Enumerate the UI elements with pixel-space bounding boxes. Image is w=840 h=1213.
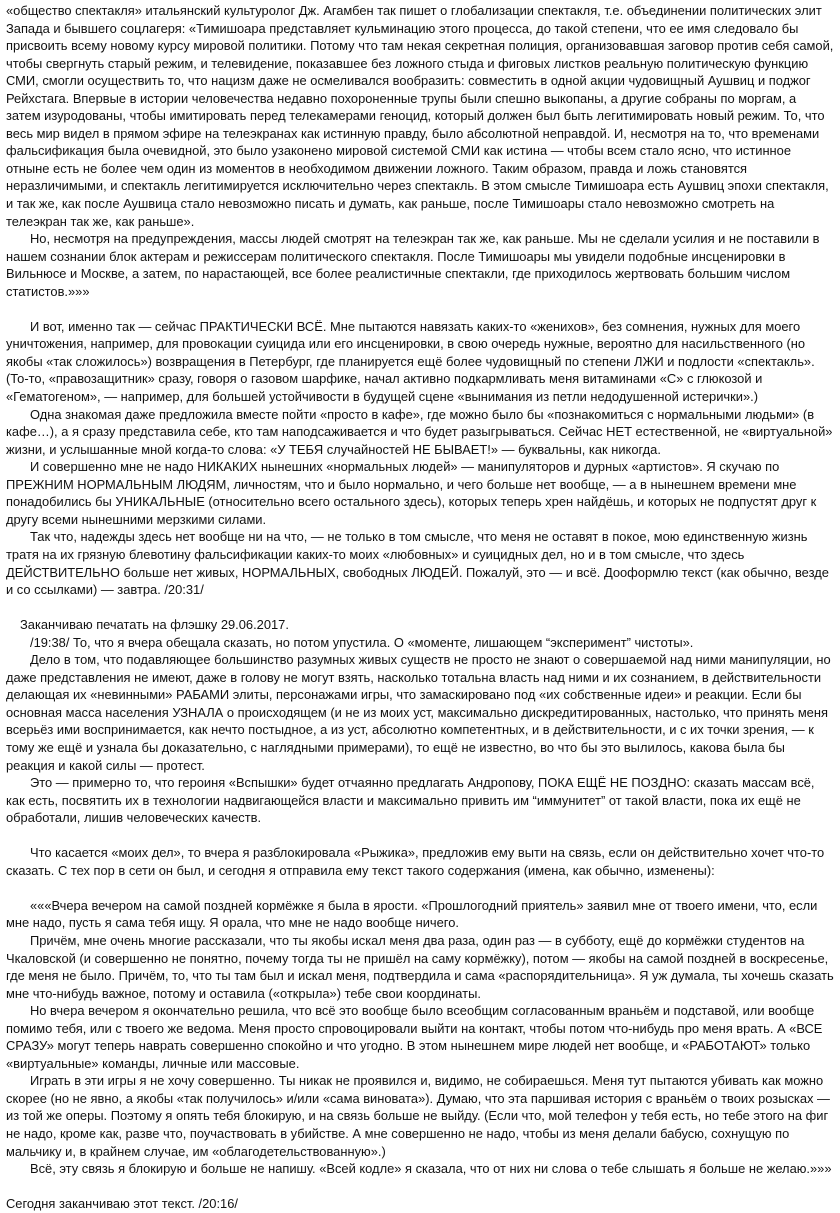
paragraph-gap <box>6 1178 834 1196</box>
paragraph-warnings: Но, несмотря на предупреждения, массы людей смотрят на телеэкран так же, как раньше. Мы не сделали усилия и не поставили в нашем сознании блок актерам и режиссерам политического спектакля. После Тимишоары мы увидели подобные инсценировки в Вильнюсе и Москве, а затем, по нарастающей, все более реалистичные спектакли, где приходилось жертвовать большим числом статистов.»»» <box>6 231 820 299</box>
paragraph-normal-people: И совершенно мне не надо НИКАКИХ нынешних «нормальных людей» — манипуляторов и дурных «артистов». Я скучаю по ПРЕЖНИМ НОРМАЛЬНЫМ ЛЮДЯМ, личностям, что и было нормально, и чего больше нет вообще, — а в нынешнем времени мне понадобились бы УНИКАЛЬНЫЕ (относительно всего остального здесь), которых теперь хрен найдёшь, и которых не подпустят друг к другу всеми нынешними мерзкими силами. <box>6 459 817 527</box>
paragraph-letter-decided: Но вчера вечером я окончательно решила, что всё это вообще было всеобщим согласованным враньём и подставой, или вообще помимо тебя, или с твоего же ведома. Меня просто спровоцировали выйти на контакт, чтобы потом что-нибудь про меня врать. А «ВСЕ СРАЗУ» могут теперь наврать совершенно спокойно и что угодно. В этом нынешнем мире людей нет вообще, и «РАБОТАЮТ» только «виртуальные» команды, личные или массовые. <box>6 1003 823 1071</box>
paragraph-my-affairs: Что касается «моих дел», то вчера я разблокировала «Рыжика», предложив ему выти на связь, если он действительно хочет что-то сказать. С тех пор в сети он был, и сегодня я отправила ему текст такого содержания (имена, как обычно, изменены): <box>6 845 825 878</box>
paragraph-no-hope: Так что, надежды здесь нет вообще ни на что, — не только в том смысле, что меня не оставят в покое, мою единственную жизнь тратя на их грязную блевотину фальсификации каких-то моих «любовных» и суицидных дел, но и в том смысле, что здесь ДЕЙСТВИТЕЛЬНО больше нет живых, НОРМАЛЬНЫХ, свободных ЛЮДЕЙ. Пожалуй, это — и всё. Дооформлю текст (как обычно, везде и со ссылками) — завтра. /20:31/ <box>6 529 829 598</box>
paragraph-flash-heroine: Это — примерно то, что героиня «Вспышки» будет отчаянно предлагать Андропову, ПОКА ЕЩЁ НЕ ПОЗДНО: сказать массам всё, как есть, посвятить их в технологии надвигающейся власти и максимально привить им “иммунитет” от такой власти, пока их ещё не обработали, лишив человеческих качеств. <box>6 775 815 826</box>
paragraph-letter-searched: Причём, мне очень многие рассказали, что ты якобы искал меня два раза, один раз — в субботу, ещё до кормёжки студентов на Чкаловской (и совершенно не понятно, почему тогда ты не пришёл на саму кормёжку), потом — якобы на самой поздней в воскресенье, где меня не было. Причём, то, что ты там был и искал меня, подтвердила и сама «распорядительница». Я уж думала, ты хочешь сказать мне что-нибудь важное, потому и оставила («открыла») тебе свои координаты. <box>6 932 834 1001</box>
paragraph-flash-drive: Заканчиваю печатать на флэшку 29.06.2017. <box>20 617 289 633</box>
paragraph-gap <box>6 827 834 845</box>
paragraph-gap <box>6 879 834 897</box>
paragraph-finish: Сегодня заканчиваю этот текст. /20:16/ <box>6 1196 238 1212</box>
paragraph-manipulation: Дело в том, что подавляющее большинство разумных живых существ не просто не знают о совершаемой над ними манипуляции, но даже представления не имеют, даже в голову не могут взять, насколько тотальна власть над ними и их сознанием, в действительности делающая их «невинными» РАБАМИ элиты, персонажами игры, что замаскировано под «их собственные идеи» и реакции. Если бы основная масса населения УЗНАЛА о происходящем (и не из моих уст, максимально дискредитированных, настолько, что принять меня всерьёз ими воспринимается, как нечто постыдное, а из уст, абсолютно компетентных, и в действительности, и с их точки зрения, — к тому же ещё и узнала бы доказательно, с наглядными примерами), то ещё не известно, во что бы это вылилось, какова была бы реакция и какой силы — протест. <box>6 652 831 773</box>
paragraph-letter-games: Играть в эти игры я не хочу совершенно. Ты никак не проявился и, видимо, не собираешься. Меня тут пытаются убивать как можно скорее (но не явно, а якобы «так получилось» и/или «сама виновата»). Думаю, что эта паршивая история с враньём о твоих розысках — из той же оперы. Поэтому я опять тебя блокирую, и на связь больше не выйду. (Если что, мой телефон у тебя есть, но тебе этого на фиг не надо, кроме как, разве что, поучаствовать в убийстве. А мне совершенно не надо, чтобы из меня делали бабусю, сохнущую по мальчику и, в крайнем случае, им «облагодетельствованную».) <box>6 1073 830 1159</box>
paragraph-practically-everything: И вот, именно так — сейчас ПРАКТИЧЕСКИ ВСЁ. Мне пытаются навязать каких-то «женихов», без сомнения, нужных для моего уничтожения, например, для провокации суицида или его инсценировки, в свою очередь нужные, вероятно для насильственного (но якобы «так сложилось») возвращения в Петербург, где планируется ещё более чудовищный по степени ЛЖИ и подлости «спектакль». (То-то, «правозащитник» сразу, говоря о газовом шарфике, начал активно подкармливать меня витаминами «С» с глюкозой и «Гематогеном», — например, для большей устойчивости в будущей сцене «вынимания из петли недодушенной истерички».) <box>6 318 815 405</box>
paragraph-letter-block: Всё, эту связь я блокирую и больше не напишу. «Всей кодле» я сказала, что от них ни слова о тебе слышать я больше не желаю.»»» <box>30 1161 832 1177</box>
paragraph-promised: /19:38/ То, что я вчера обещала сказать, но потом упустила. О «моменте, лишающем “эксперимент” чистоты». <box>30 634 694 650</box>
paragraph-cafe: Одна знакомая даже предложила вместе пойти «просто в кафе», где можно было бы «познакомиться с нормальными людьми» (в кафе…), а я сразу представила себе, кто там наподсаживается и что будет разыгрываться. Сейчас НЕТ естественной, не «виртуальной» жизни, и услышанные мной когда-то слова: «У ТЕБЯ случайностей НЕ БЫВАЕТ!» — буквальны, как никогда. <box>6 406 833 457</box>
paragraph-gap <box>6 300 834 318</box>
paragraph-agamben-quote: «общество спектакля» итальянский культуролог Дж. Агамбен так пишет о глобализации спектакля, т.е. объединении политических элит Запада и бывшего соцлагеря: «Тимишоара представляет кульминацию этого процесса, до такой степени, что ее имя следовало бы присвоить всему новому курсу мировой политики. Потому что там некая секретная полиция, организовавшая заговор против себя самой, чтобы свергнуть старый режим, и телевидение, показавшее без ложного стыда и фиговых листков реальную политическую функцию СМИ, смогли осуществить то, что нацизм даже не осмеливался вообразить: совместить в одной акции чудовищный Аушвиц и поджог Рейхстага. Впервые в истории человечества недавно похороненные трупы были спешно выкопаны, а другие собраны по моргам, а затем изуродованы, чтобы имитировать перед телекамерами геноцид, который должен был быть легитимировать новый режим. То, что весь мир видел в прямом эфире на телеэкранах как истинную правду, было абсолютной неправдой. И, несмотря на то, что временами фальсификация была очевидной, это было узаконено мировой системой СМИ как истина — чтобы всем стало ясно, что истинное отныне есть не более чем один из моментов в необходимом движении ложного. Таким образом, правда и ложь становятся неразличимыми, и спектакль легитимируется исключительно через спектакль. В этом смысле Тимишоара есть Аушвиц эпохи спектакля, и так же, как после Аушвица стало невозможно писать и думать, как раньше, после Тимишоары стало невозможно смотреть на телеэкран так же, как раньше». <box>6 3 834 229</box>
paragraph-letter-rage: «««Вчера вечером на самой поздней кормёжке я была в ярости. «Прошлогодний приятель» заявил мне от твоего имени, что, если мне надо, пусть я сама тебя ищу. Я орала, что мне не надо вообще ничего. <box>6 897 818 931</box>
paragraph-gap <box>6 599 834 617</box>
